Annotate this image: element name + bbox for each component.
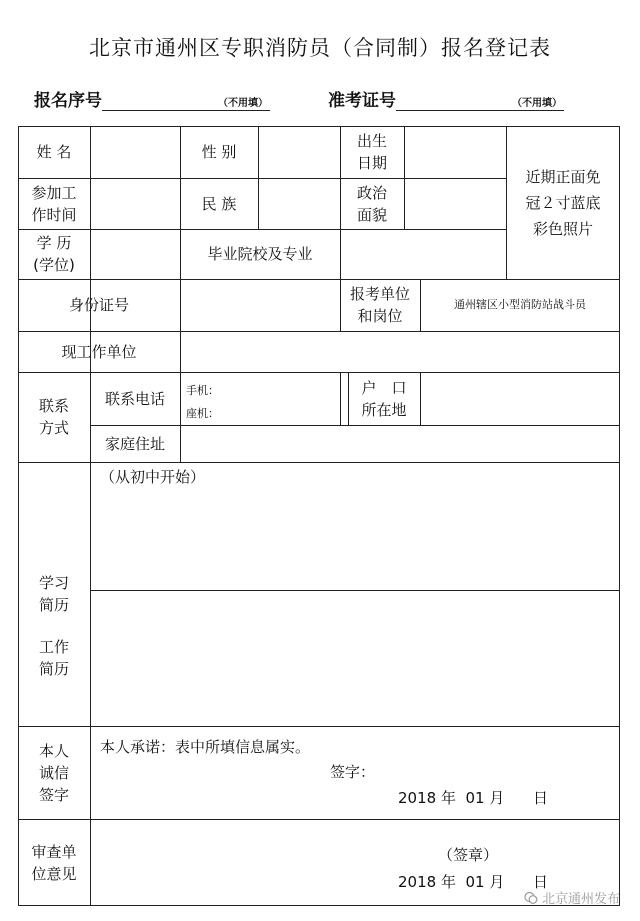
current-employer-label: 现工作单位 bbox=[61, 342, 137, 361]
col-divider bbox=[258, 126, 259, 229]
watermark bbox=[524, 888, 620, 907]
exam-ticket-field bbox=[328, 86, 564, 111]
row-divider bbox=[18, 178, 506, 179]
ethnicity-label: 民 族 bbox=[201, 194, 237, 213]
registration-form bbox=[18, 126, 620, 906]
pledge-text: 本人承诺：表中所填信息属实。 bbox=[100, 738, 311, 756]
political-status-label: 政治 面貌 bbox=[356, 183, 387, 224]
review-label: 审查单 位意见 bbox=[31, 842, 77, 883]
col-divider bbox=[340, 372, 341, 425]
exam-ticket-label: 准考证号 bbox=[328, 91, 396, 111]
contact-label: 联系 方式 bbox=[38, 397, 69, 437]
registration-number-note: （不用填） bbox=[218, 98, 268, 109]
exam-ticket-note: （不用填） bbox=[512, 98, 562, 109]
integrity-label: 本人 诚信 签字 bbox=[38, 741, 69, 804]
mobile-label: 手机： bbox=[186, 384, 219, 397]
integrity-date: 2018 年 01 月 日 bbox=[398, 789, 548, 807]
birth-date-label: 出生 日期 bbox=[356, 132, 387, 172]
education-label: 学 历 (学位) bbox=[33, 234, 75, 274]
registration-number-label: 报名序号 bbox=[34, 91, 102, 111]
work-history-label: 工作 简历 bbox=[38, 638, 69, 678]
phone-label: 联系电话 bbox=[104, 389, 165, 408]
row-divider bbox=[90, 590, 620, 591]
study-history-label: 学习 简历 bbox=[38, 574, 69, 614]
form-title: 北京市通州区专职消防员（合同制）报名登记表 bbox=[89, 36, 551, 60]
row-divider bbox=[18, 462, 620, 463]
col-divider bbox=[420, 372, 421, 425]
gender-label: 性 别 bbox=[201, 143, 237, 161]
seal-label: （签章） bbox=[438, 846, 499, 864]
apply-unit-value: 通州辖区小型消防站战斗员 bbox=[454, 298, 586, 311]
landline-label: 座机： bbox=[186, 407, 219, 420]
row-divider bbox=[18, 726, 620, 727]
wechat-icon bbox=[524, 891, 538, 905]
registration-number-field bbox=[34, 86, 270, 111]
review-date: 2018 年 01 月 日 bbox=[398, 873, 548, 891]
signature-label: 签字： bbox=[330, 763, 376, 781]
hukou-label: 户 口 所在地 bbox=[361, 378, 407, 419]
id-number-label: 身份证号 bbox=[68, 296, 129, 314]
col-divider bbox=[404, 126, 405, 229]
home-address-label: 家庭住址 bbox=[104, 434, 165, 453]
row-divider bbox=[18, 819, 620, 820]
photo-box: 近期正面免 冠２寸蓝底 彩色照片 bbox=[525, 167, 601, 238]
apply-unit-label: 报考单位 和岗位 bbox=[349, 285, 410, 325]
name-label: 姓 名 bbox=[36, 143, 72, 161]
study-history-note: （从初中开始） bbox=[100, 468, 206, 486]
work-start-label: 参加工 作时间 bbox=[31, 183, 77, 224]
school-major-label: 毕业院校及专业 bbox=[207, 245, 313, 263]
watermark-text: 北京通州发布 bbox=[541, 892, 620, 907]
registration-number-line bbox=[102, 92, 270, 111]
exam-ticket-line bbox=[396, 92, 564, 111]
